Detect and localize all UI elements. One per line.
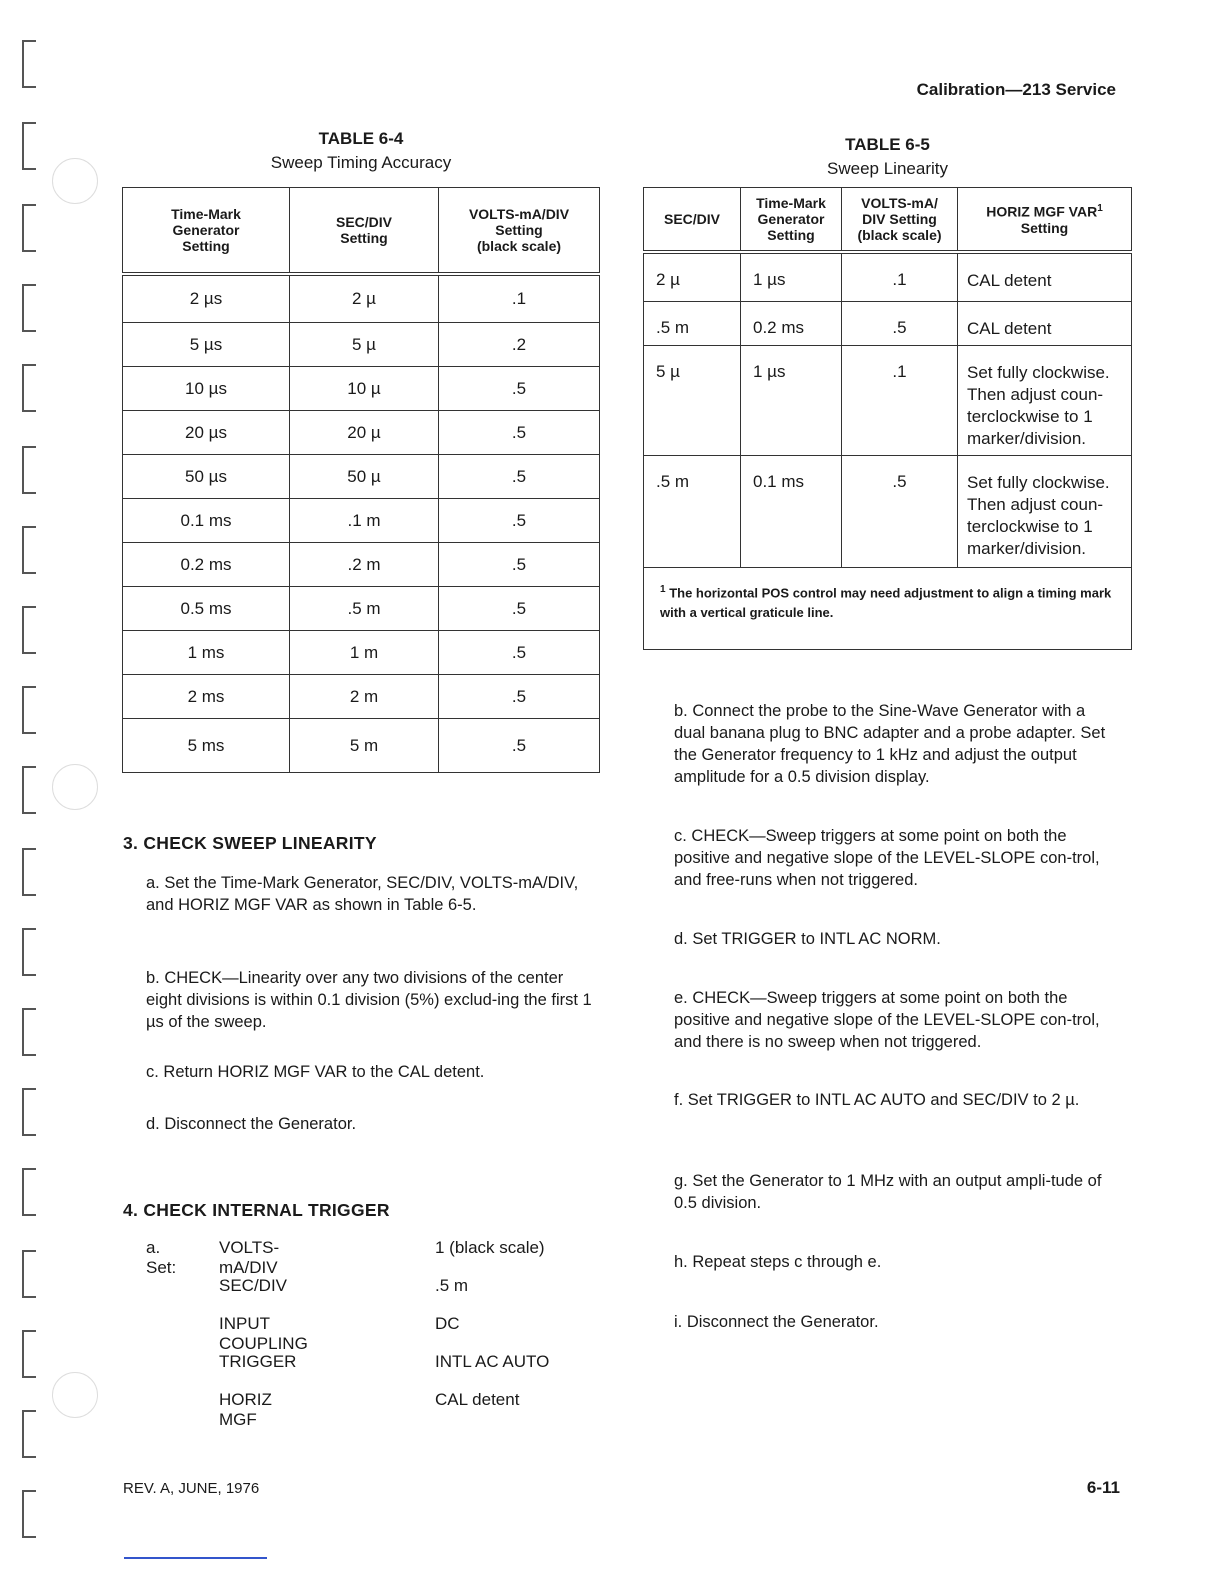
footnote-mark: 1 [660, 584, 666, 595]
table-cell: 20 µs [123, 411, 290, 455]
control-value: 1 (black scale) [435, 1238, 545, 1257]
table-cell: 2 m [290, 675, 439, 719]
control-name: VOLTS-mA/DIV [219, 1238, 280, 1277]
step-3a: a. Set the Time-Mark Generator, SEC/DIV, VOLTS-mA/DIV, and HORIZ MGF VAR as shown in Table 6-5. [146, 874, 579, 914]
control-name: INPUT COUPLING [219, 1314, 308, 1353]
control-value: .5 m [435, 1276, 469, 1295]
table-cell: 50 µs [123, 455, 290, 499]
table-row [123, 719, 600, 773]
table-cell: .5 m [644, 456, 741, 568]
table-cell: .5 [439, 543, 600, 587]
step-4i: i. Disconnect the Generator. [674, 1313, 879, 1331]
table-cell: .5 [439, 367, 600, 411]
table-cell: .5 [439, 499, 600, 543]
control-value: CAL detent [435, 1390, 520, 1409]
table-cell: 0.1 ms [741, 456, 842, 568]
table-cell: Set fully clockwise. Then adjust coun-terclockwise to 1 marker/division. [958, 456, 1132, 568]
table-cell: 2 ms [123, 675, 290, 719]
table-cell: .1 [842, 252, 958, 302]
table-6-4 [122, 187, 600, 773]
control-name: TRIGGER [219, 1352, 297, 1371]
column-header: SEC/DIV Setting [290, 188, 439, 274]
table-row [123, 274, 600, 323]
control-value: DC [435, 1314, 460, 1333]
table-cell: 5 m [290, 719, 439, 773]
table-cell: .1 [439, 274, 600, 323]
table-cell: .5 m [644, 302, 741, 346]
table-cell: 5 ms [123, 719, 290, 773]
table-cell: 10 µ [290, 367, 439, 411]
table-row [123, 631, 600, 675]
table-row [644, 346, 1132, 456]
table-cell: 5 µ [290, 323, 439, 367]
table-cell: 1 µs [741, 252, 842, 302]
table-6-4-caption [122, 127, 600, 175]
table-6-5-number: TABLE 6-5 [845, 135, 930, 154]
table-cell: 0.2 ms [123, 543, 290, 587]
table-6-4-title: Sweep Timing Accuracy [270, 153, 452, 172]
step-4g: g. Set the Generator to 1 MHz with an output ampli-tude of 0.5 division. [674, 1172, 1102, 1212]
column-header: HORIZ MGF VAR$^1$ Setting [958, 188, 1132, 252]
table-cell: CAL detent [958, 302, 1132, 346]
table-cell: .5 [439, 455, 600, 499]
step-3c: c. Return HORIZ MGF VAR to the CAL detent. [146, 1063, 485, 1081]
step-4b: b. Connect the probe to the Sine-Wave Generator with a dual banana plug to BNC adapter and a probe adapter. Set the Generator frequency to 1 kHz and adjust the output amplitude for a 0.5 division display. [674, 702, 1106, 786]
step-3b: b. CHECK—Linearity over any two divisions of the center eight divisions is within 0.1 division (5%) exclud-ing the first 1 µs of the sweep. [146, 969, 592, 1031]
table-row [123, 675, 600, 719]
table-cell: .1 [842, 346, 958, 456]
punch-hole [52, 1372, 98, 1418]
table-cell: .5 [842, 456, 958, 568]
table-row [123, 587, 600, 631]
table-cell: 0.5 ms [123, 587, 290, 631]
step-4a-label: a. Set: [146, 1238, 177, 1277]
column-header: Time-Mark Generator Setting [123, 188, 290, 274]
table-row [123, 411, 600, 455]
table-row [123, 499, 600, 543]
control-name: HORIZ MGF [219, 1390, 272, 1429]
table-cell: 50 µ [290, 455, 439, 499]
section-4-heading: 4. CHECK INTERNAL TRIGGER [123, 1200, 390, 1220]
table-cell: 0.1 ms [123, 499, 290, 543]
table-cell: 0.2 ms [741, 302, 842, 346]
running-head: Calibration—213 Service [916, 80, 1116, 99]
page-number: 6-11 [1086, 1478, 1120, 1497]
table-footnote: $^1$ The horizontal POS control may need adjustment to align a timing mark with a vertical graticule line. [644, 568, 1132, 650]
step-4f: f. Set TRIGGER to INTL AC AUTO and SEC/DIV to 2 µ. [674, 1091, 1080, 1109]
step-4h: h. Repeat steps c through e. [674, 1253, 882, 1271]
table-cell: .5 [439, 587, 600, 631]
table-row [123, 367, 600, 411]
punch-hole [52, 158, 98, 204]
table-row [644, 456, 1132, 568]
table-row [644, 252, 1132, 302]
underline-mark [124, 1557, 267, 1559]
table-cell: .2 m [290, 543, 439, 587]
table-6-4-number: TABLE 6-4 [318, 129, 404, 148]
table-cell: 2 µ [290, 274, 439, 323]
section-3-heading: 3. CHECK SWEEP LINEARITY [123, 833, 377, 853]
table-cell: 1 ms [123, 631, 290, 675]
step-4e: e. CHECK—Sweep triggers at some point on both the positive and negative slope of the LEVEL-SLOPE con-trol, and there is no sweep when not triggered. [674, 989, 1100, 1051]
column-header: Time-Mark Generator Setting [741, 188, 842, 252]
step-4d: d. Set TRIGGER to INTL AC NORM. [674, 930, 941, 948]
table-cell: CAL detent [958, 252, 1132, 302]
table-row [644, 302, 1132, 346]
column-header: VOLTS-mA/ DIV Setting (black scale) [842, 188, 958, 252]
revision-note: REV. A, JUNE, 1976 [123, 1480, 260, 1497]
table-cell: .2 [439, 323, 600, 367]
table-cell: 2 µs [123, 274, 290, 323]
table-cell: .5 [439, 719, 600, 773]
table-cell: .5 [842, 302, 958, 346]
table-cell: 1 m [290, 631, 439, 675]
table-cell: 10 µs [123, 367, 290, 411]
table-cell: 5 µ [644, 346, 741, 456]
column-header: VOLTS-mA/DIV Setting (black scale) [439, 188, 600, 274]
table-row [123, 455, 600, 499]
table-cell: .5 [439, 675, 600, 719]
table-cell: .1 m [290, 499, 439, 543]
control-name: SEC/DIV [219, 1276, 288, 1295]
table-cell: 20 µ [290, 411, 439, 455]
table-row [123, 323, 600, 367]
table-cell: 1 µs [741, 346, 842, 456]
table-6-5-title: Sweep Linearity [827, 159, 948, 178]
table-cell: 5 µs [123, 323, 290, 367]
table-cell: .5 [439, 631, 600, 675]
control-value: INTL AC AUTO [435, 1352, 550, 1371]
table-cell: Set fully clockwise. Then adjust coun-terclockwise to 1 marker/division. [958, 346, 1132, 456]
table-cell: 2 µ [644, 252, 741, 302]
table-6-5 [643, 187, 1132, 650]
table-row [123, 543, 600, 587]
footnote-mark: 1 [1097, 203, 1103, 215]
table-footnote-row [644, 568, 1132, 650]
table-cell: .5 m [290, 587, 439, 631]
table-6-5-caption [643, 133, 1132, 181]
column-header: SEC/DIV [644, 188, 741, 252]
table-cell: .5 [439, 411, 600, 455]
punch-hole [52, 764, 98, 810]
step-3d: d. Disconnect the Generator. [146, 1115, 357, 1133]
step-4c: c. CHECK—Sweep triggers at some point on both the positive and negative slope of the LEVEL-SLOPE con-trol, and free-runs when not triggered. [674, 827, 1100, 889]
